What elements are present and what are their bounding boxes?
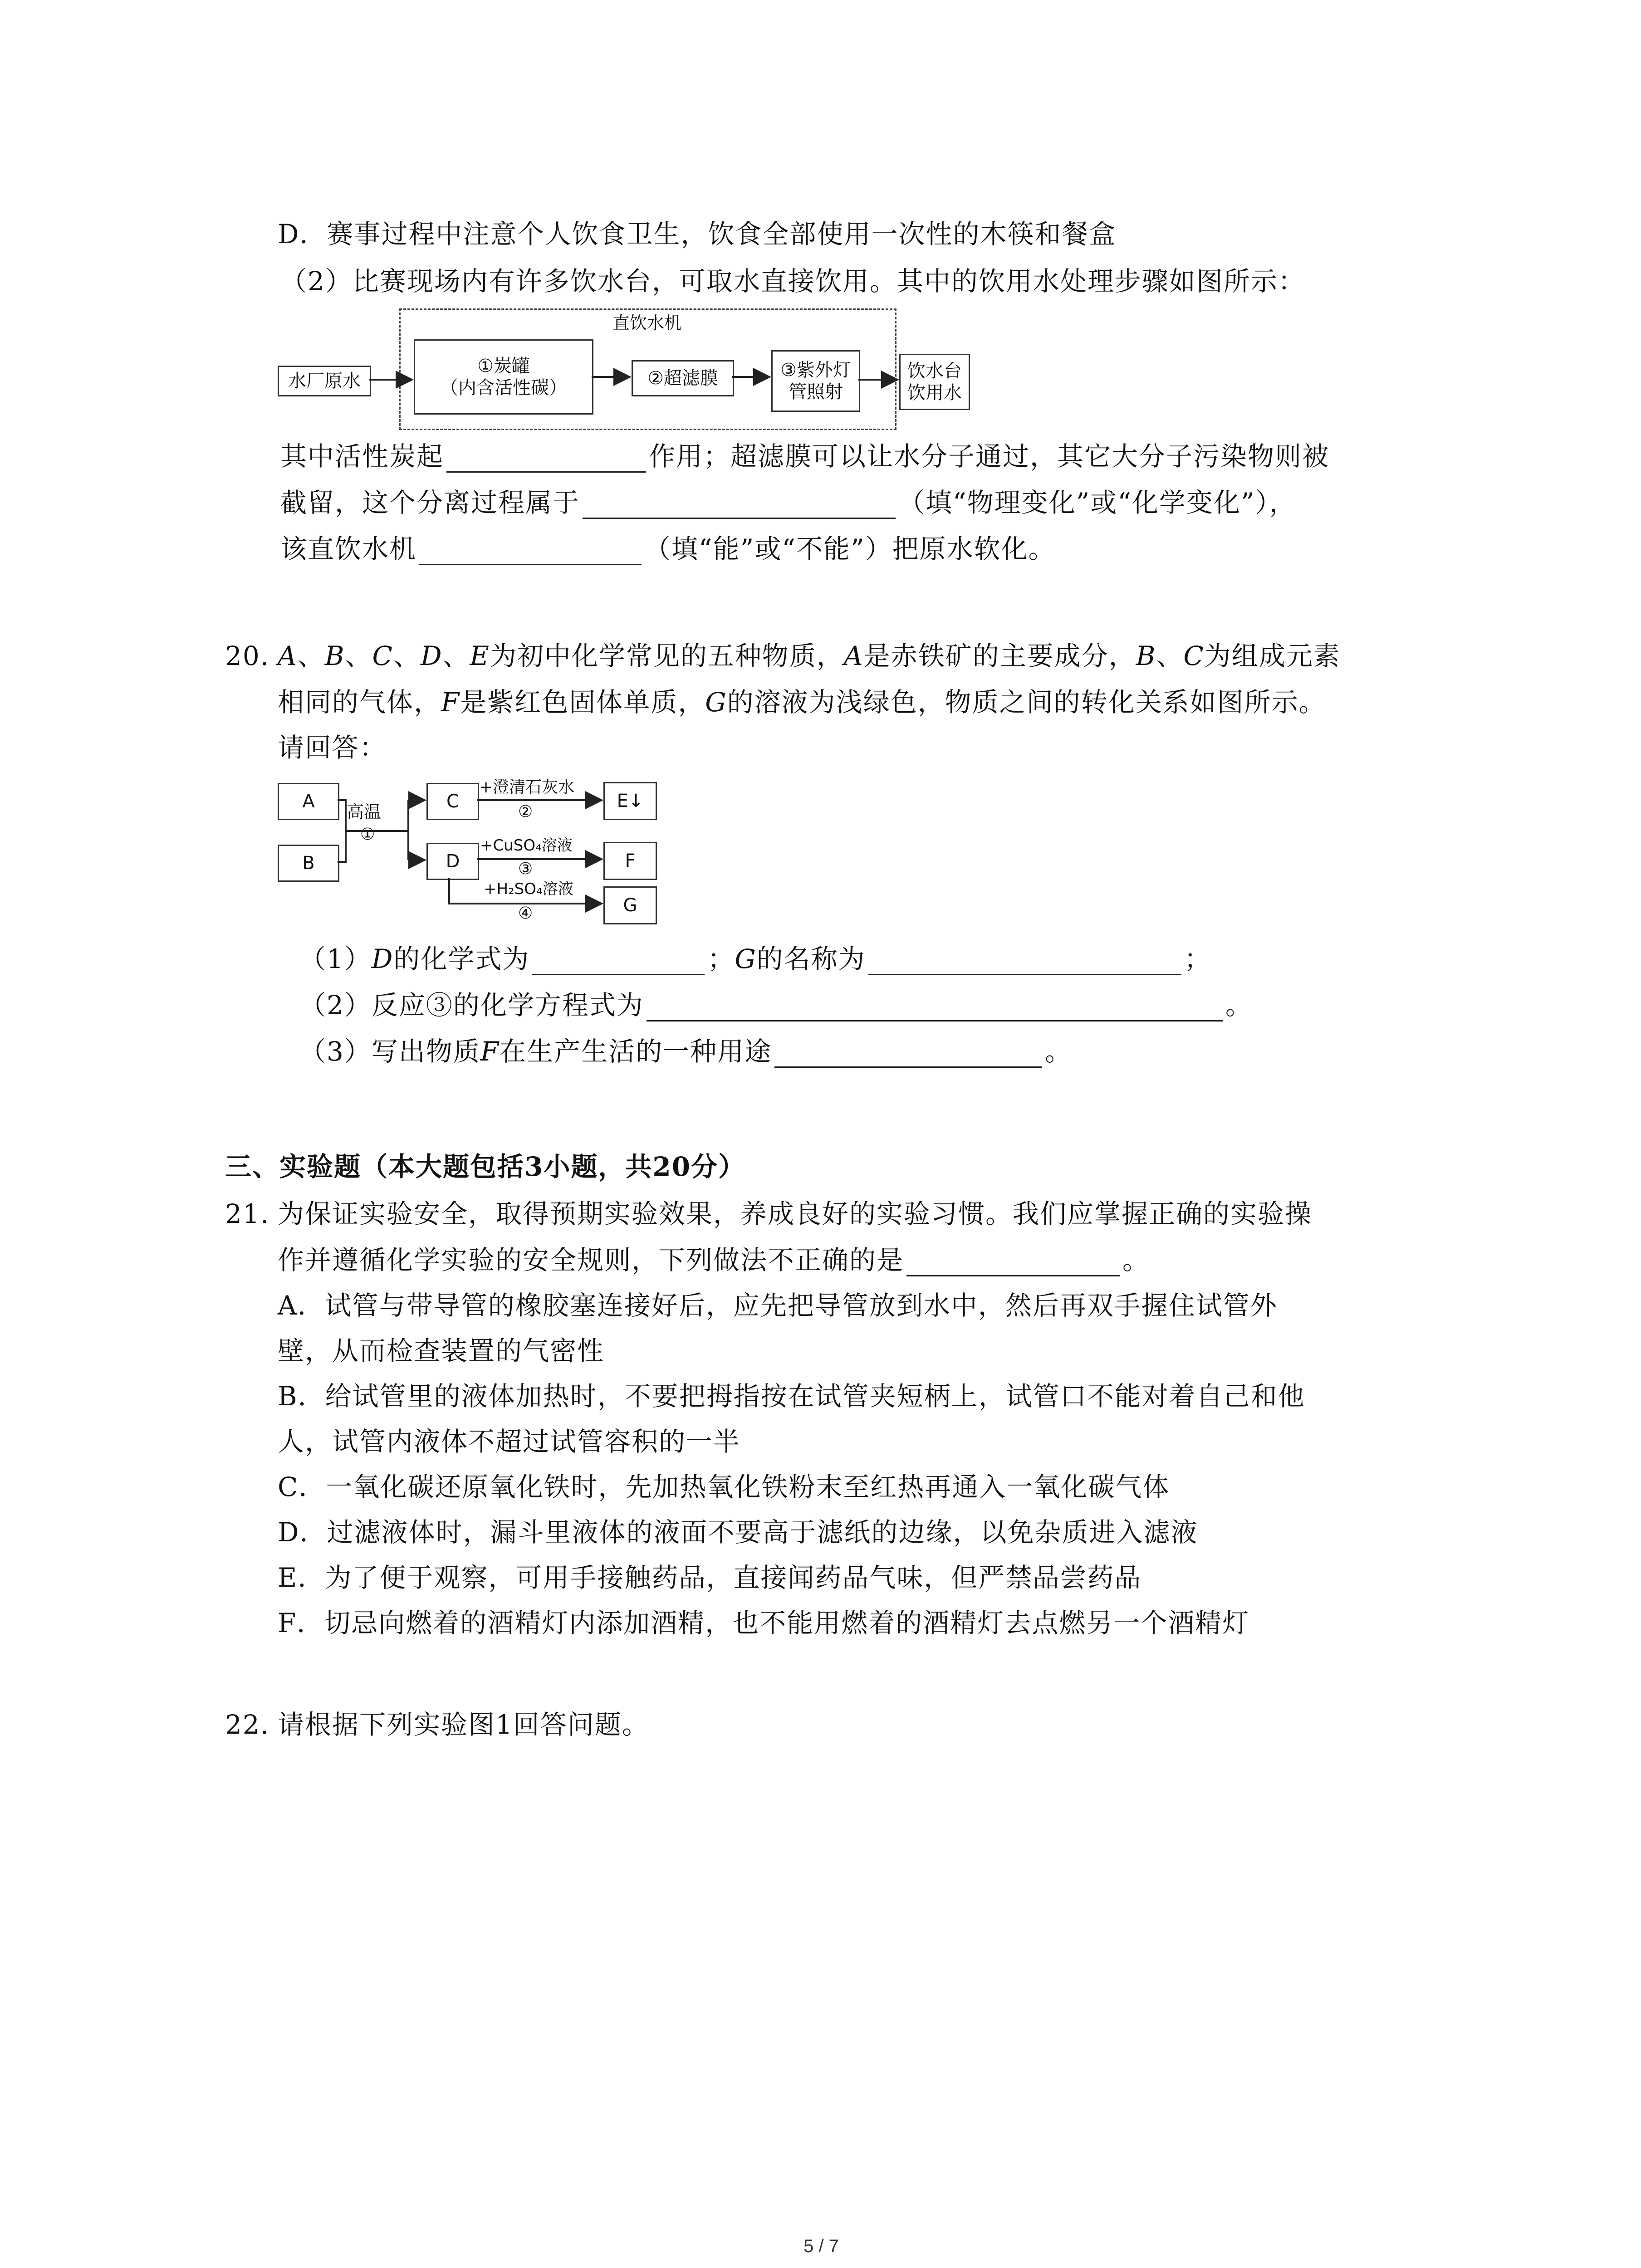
- q20-s2-b: 。: [1225, 990, 1253, 1021]
- q20-s3-a: （3）写出物质: [299, 1036, 480, 1067]
- q20-l1-6: D: [420, 640, 443, 671]
- uv-lamp-label-2: 管照射: [789, 381, 843, 402]
- q21-option-c: C．一氧化碳还原氧化铁时，先加热氧化铁粉末至红热再通入一氧化碳气体: [278, 1471, 1170, 1502]
- q19-line-2-a: 截留，这个分离过程属于: [280, 487, 580, 518]
- section-3-title: 三、实验题（本大题包括3小题，共20分）: [225, 1151, 746, 1182]
- q20-l1-14: C: [1183, 640, 1205, 671]
- q20-stem-line-3: 请回答：: [278, 732, 387, 763]
- carbon-tank-note: （内含活性碳）: [440, 377, 567, 398]
- line-a-join: [338, 800, 346, 862]
- q20-l2-0: 相同的气体，: [278, 687, 441, 718]
- page-number: 5 / 7: [803, 2236, 839, 2256]
- node-c-label: C: [446, 791, 459, 812]
- step-2-label: ②: [518, 802, 533, 821]
- q20-l1-9: 为初中化学常见的五种物质，: [490, 640, 844, 671]
- q21-stem-line-1: 为保证实验安全，取得预期实验效果，养成良好的实验习惯。我们应掌握正确的实验操: [278, 1198, 1313, 1229]
- node-a-label: A: [302, 791, 315, 812]
- q21-option-e: E．为了便于观察，可用手接触药品，直接闻药品气味，但严禁品尝药品: [278, 1562, 1142, 1593]
- q19-option-d: D．赛事过程中注意个人饮食卫生，饮食全部使用一次性的木筷和餐盒: [278, 219, 1117, 249]
- q19-line-3-a: 该直饮水机: [280, 533, 417, 564]
- node-e-label: E↓: [617, 791, 644, 811]
- q20-blank-d-formula[interactable]: [532, 948, 705, 975]
- uv-lamp-label-1: ③紫外灯: [780, 360, 851, 381]
- q20-blank-g-name[interactable]: [868, 948, 1181, 975]
- q20-s3-c: 。: [1045, 1036, 1073, 1067]
- q20-sub-1: [299, 943, 1211, 975]
- q20-number: 20.: [225, 640, 270, 671]
- q20-s1-a: （1）: [299, 943, 372, 974]
- reagent-cuso4: +CuSO₄溶液: [480, 836, 573, 855]
- q20-l1-4: C: [372, 640, 393, 671]
- q19-line-3-b: （填“能”或“不能”）把原水软化。: [644, 533, 1056, 564]
- q21-option-b-1: B．给试管里的液体加热时，不要把拇指按在试管夹短柄上，试管口不能对着自己和他: [278, 1381, 1305, 1412]
- q20-l1-5: 、: [393, 640, 421, 671]
- node-b-label: B: [302, 853, 315, 874]
- q20-l1-0: A: [278, 640, 298, 671]
- q20-s1-d: 的名称为: [756, 943, 866, 974]
- q19-line-1-a: 其中活性炭起: [280, 441, 444, 472]
- q21-answer-blank[interactable]: [906, 1250, 1120, 1276]
- q20-sub-2: [299, 989, 1253, 1022]
- q20-l1-13: 、: [1156, 640, 1184, 671]
- q20-l2-4: 的溶液为浅绿色，物质之间的转化关系如图所示。: [727, 687, 1326, 718]
- q20-blank-use[interactable]: [774, 1041, 1042, 1068]
- q20-s1-e: ；: [1184, 943, 1211, 974]
- q20-l1-2: B: [324, 640, 345, 671]
- q19-line-2-b: （填“物理变化”或“化学变化”），: [898, 487, 1297, 518]
- q20-l1-10: A: [843, 640, 864, 671]
- source-label: 水厂原水: [288, 371, 361, 391]
- reagent-h2so4: +H₂SO₄溶液: [484, 880, 573, 898]
- q21-l2-a: 作并遵循化学实验的安全规则，下列做法不正确的是: [278, 1245, 904, 1276]
- q19-line-1-b: 作用；超滤膜可以让水分子通过，其它大分子污染物则被: [649, 441, 1330, 472]
- ultrafiltration-label: ②超滤膜: [647, 368, 718, 389]
- q20-s1-var-g: G: [735, 943, 757, 974]
- q20-l2-3: G: [705, 687, 727, 718]
- node-f-label: F: [625, 850, 636, 871]
- q21-option-f: F．切忌向燃着的酒精灯内添加酒精，也不能用燃着的酒精灯去点燃另一个酒精灯: [278, 1608, 1250, 1638]
- node-g-label: G: [623, 895, 637, 916]
- output-label-1: 饮水台: [907, 361, 962, 381]
- q21-stem-line-2: [278, 1244, 1150, 1276]
- q20-s1-c: ；: [707, 943, 735, 974]
- q21-l2-b: 。: [1122, 1245, 1150, 1276]
- q19-subquestion-2: （2）比赛现场内有许多饮水台，可取水直接饮用。其中的饮用水处理步骤如图所示：: [280, 266, 1305, 297]
- q20-s3-b: 在生产生活的一种用途: [500, 1036, 772, 1067]
- q20-l1-12: B: [1136, 640, 1156, 671]
- q20-l2-1: F: [441, 687, 460, 718]
- q20-l1-8: E: [470, 640, 490, 671]
- q21-option-a-2: 壁，从而检查装置的气密性: [278, 1335, 605, 1366]
- q20-blank-equation[interactable]: [647, 995, 1223, 1022]
- q20-l1-15: 为组成元素: [1204, 640, 1341, 671]
- q21-option-a-1: A．试管与带导管的橡胶塞连接好后，应先把导管放到水中，然后再双手握住试管外: [278, 1290, 1278, 1321]
- output-label-2: 饮用水: [907, 382, 962, 403]
- cond-high-temp: 高温: [347, 802, 382, 822]
- dispenser-group-title: 直饮水机: [612, 313, 682, 333]
- q20-s2-a: （2）反应③的化学方程式为: [299, 990, 644, 1021]
- arrow-d-to-g: [449, 878, 602, 904]
- reagent-lime-water: +澄清石灰水: [479, 778, 575, 797]
- q20-s1-b: 的化学式为: [393, 943, 530, 974]
- q20-s3-var-f: F: [480, 1036, 500, 1067]
- q20-l1-1: 、: [297, 640, 325, 671]
- q21-option-d: D．过滤液体时，漏斗里液体的液面不要高于滤纸的边缘，以免杂质进入滤液: [278, 1517, 1198, 1548]
- q20-s1-var-d: D: [371, 943, 394, 974]
- step-3-label: ③: [518, 860, 533, 878]
- q20-l2-2: 是紫红色固体单质，: [460, 687, 705, 718]
- carbon-tank-label: ①炭罐: [477, 356, 530, 376]
- q20-sub-3: [299, 1035, 1072, 1068]
- step-4-label: ④: [518, 904, 533, 923]
- q20-l1-7: 、: [442, 640, 470, 671]
- node-d-label: D: [446, 851, 460, 872]
- q20-l1-3: 、: [345, 640, 372, 671]
- q20-l1-11: 是赤铁矿的主要成分，: [863, 640, 1136, 671]
- cond-step-1: ①: [360, 825, 375, 844]
- q22-stem: 请根据下列实验图1回答问题。: [278, 1709, 649, 1740]
- q21-option-b-2: 人，试管内液体不超过试管容积的一半: [278, 1426, 741, 1457]
- q22-number: 22.: [225, 1709, 270, 1740]
- q21-number: 21.: [225, 1198, 270, 1229]
